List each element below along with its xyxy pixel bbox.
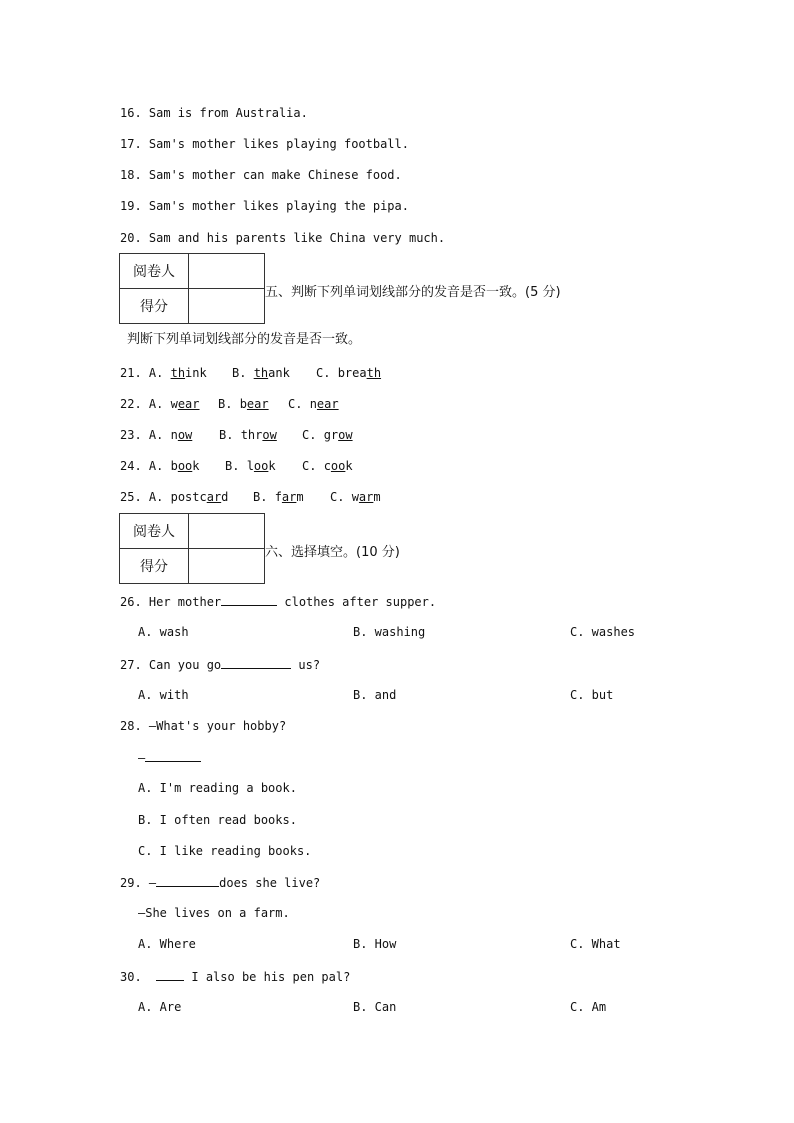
option-30-a: A. Are xyxy=(138,1000,182,1014)
question-21-option-a xyxy=(120,365,207,381)
question-30-stem: 30. xyxy=(120,970,149,984)
question-21-option-c xyxy=(316,365,381,381)
question-28-reply xyxy=(138,749,201,766)
word-part: thr xyxy=(240,428,263,442)
section5-title: 五、判断下列单词划线部分的发音是否一致。(5 分) xyxy=(265,285,561,300)
word-part: b xyxy=(170,459,178,473)
question-25-option-b xyxy=(253,489,304,505)
score-label: 得分 xyxy=(120,549,189,584)
option-letter: C. xyxy=(288,397,303,411)
underlined-part: oo xyxy=(253,459,269,473)
word-part: n xyxy=(309,397,317,411)
question-22-option-a xyxy=(120,396,200,412)
option-letter: C. xyxy=(316,366,331,380)
option-letter: C. xyxy=(302,428,317,442)
answer-blank xyxy=(221,656,291,669)
word-part: c xyxy=(323,459,331,473)
reviewer-label: 阅卷人 xyxy=(120,514,189,549)
word-part: m xyxy=(296,490,304,504)
section5-instruction: 判断下列单词划线部分的发音是否一致。 xyxy=(127,332,362,347)
option-29-a: A. Where xyxy=(138,937,196,951)
option-29-b: B. How xyxy=(353,937,397,951)
answer-blank xyxy=(156,968,184,981)
word-part: b xyxy=(239,397,247,411)
section6-title: 六、选择填空。(10 分) xyxy=(265,545,400,560)
word-part: m xyxy=(373,490,381,504)
option-letter: C. xyxy=(302,459,317,473)
underlined-part: ear xyxy=(246,397,269,411)
underlined-part: th xyxy=(366,366,382,380)
option-28-a: A. I'm reading a book. xyxy=(138,781,297,795)
statement-17: 17. Sam's mother likes playing football. xyxy=(120,137,409,151)
question-27-stem: 27. Can you go xyxy=(120,658,222,672)
answer-blank xyxy=(145,749,201,762)
option-26-b: B. washing xyxy=(353,625,426,639)
option-letter: B. xyxy=(218,397,233,411)
question-21-option-b xyxy=(232,365,290,381)
question-25-option-a xyxy=(120,489,228,505)
question-22-option-c xyxy=(288,396,339,412)
statement-20: 20. Sam and his parents like China very much. xyxy=(120,231,446,245)
answer-blank xyxy=(156,874,219,887)
underlined-part: ear xyxy=(177,397,200,411)
word-part: w xyxy=(170,397,178,411)
question-number: 21. A. xyxy=(120,366,164,380)
word-part: d xyxy=(221,490,229,504)
question-number: 25. A. xyxy=(120,490,164,504)
question-24-option-c xyxy=(302,458,353,474)
word-part: gr xyxy=(323,428,339,442)
question-number: 23. A. xyxy=(120,428,164,442)
question-29-reply: —She lives on a farm. xyxy=(138,906,290,920)
score-label: 得分 xyxy=(120,289,189,324)
underlined-part: ow xyxy=(177,428,193,442)
underlined-part: oo xyxy=(177,459,193,473)
word-part: n xyxy=(170,428,178,442)
score-table-section6 xyxy=(119,513,265,584)
option-letter: B. xyxy=(219,428,234,442)
option-26-a: A. wash xyxy=(138,625,189,639)
question-26-stem: 26. Her mother xyxy=(120,595,222,609)
option-28-c: C. I like reading books. xyxy=(138,844,312,858)
question-29 xyxy=(120,874,320,891)
option-letter: B. xyxy=(232,366,247,380)
dash: — xyxy=(138,751,146,765)
question-26-tail: clothes after supper. xyxy=(277,595,437,609)
word-part: k xyxy=(192,459,200,473)
question-30 xyxy=(120,968,350,985)
option-27-c: C. but xyxy=(570,688,614,702)
word-part: k xyxy=(268,459,276,473)
statement-18: 18. Sam's mother can make Chinese food. xyxy=(120,168,402,182)
statement-19: 19. Sam's mother likes playing the pipa. xyxy=(120,199,409,213)
question-29-stem: 29. — xyxy=(120,876,157,890)
question-27 xyxy=(120,656,320,673)
underlined-part: ar xyxy=(281,490,297,504)
question-24-option-b xyxy=(225,458,276,474)
question-26 xyxy=(120,593,436,610)
word-part: ink xyxy=(185,366,207,380)
word-part: ank xyxy=(268,366,290,380)
question-28: 28. —What's your hobby? xyxy=(120,719,287,733)
question-22-option-b xyxy=(218,396,269,412)
question-25-option-c xyxy=(330,489,381,505)
underlined-part: th xyxy=(253,366,269,380)
option-letter: C. xyxy=(330,490,345,504)
option-30-b: B. Can xyxy=(353,1000,397,1014)
score-cell xyxy=(189,289,265,324)
word-part: f xyxy=(274,490,282,504)
option-letter: B. xyxy=(225,459,240,473)
question-number: 22. A. xyxy=(120,397,164,411)
question-23-option-a xyxy=(120,427,192,443)
score-cell xyxy=(189,549,265,584)
underlined-part: ear xyxy=(316,397,339,411)
word-part: w xyxy=(351,490,359,504)
reviewer-cell xyxy=(189,254,265,289)
question-23-option-c xyxy=(302,427,353,443)
underlined-part: th xyxy=(170,366,186,380)
question-30-tail: I also be his pen pal? xyxy=(184,970,351,984)
reviewer-cell xyxy=(189,514,265,549)
question-24-option-a xyxy=(120,458,200,474)
option-28-b: B. I often read books. xyxy=(138,813,297,827)
statement-16: 16. Sam is from Australia. xyxy=(120,106,308,120)
reviewer-label: 阅卷人 xyxy=(120,254,189,289)
underlined-part: oo xyxy=(330,459,346,473)
option-29-c: C. What xyxy=(570,937,621,951)
option-27-a: A. with xyxy=(138,688,189,702)
question-23-option-b xyxy=(219,427,277,443)
question-number: 24. A. xyxy=(120,459,164,473)
option-26-c: C. washes xyxy=(570,625,636,639)
option-letter: B. xyxy=(253,490,268,504)
question-27-tail: us? xyxy=(291,658,321,672)
option-27-b: B. and xyxy=(353,688,397,702)
score-table-section5 xyxy=(119,253,265,324)
word-part: k xyxy=(345,459,353,473)
word-part: l xyxy=(246,459,254,473)
word-part: brea xyxy=(337,366,367,380)
answer-blank xyxy=(221,593,277,606)
underlined-part: ow xyxy=(338,428,353,442)
underlined-part: ar xyxy=(358,490,374,504)
option-30-c: C. Am xyxy=(570,1000,607,1014)
word-part: postc xyxy=(170,490,207,504)
underlined-part: ow xyxy=(262,428,277,442)
question-29-tail: does she live? xyxy=(219,876,321,890)
underlined-part: ar xyxy=(206,490,222,504)
